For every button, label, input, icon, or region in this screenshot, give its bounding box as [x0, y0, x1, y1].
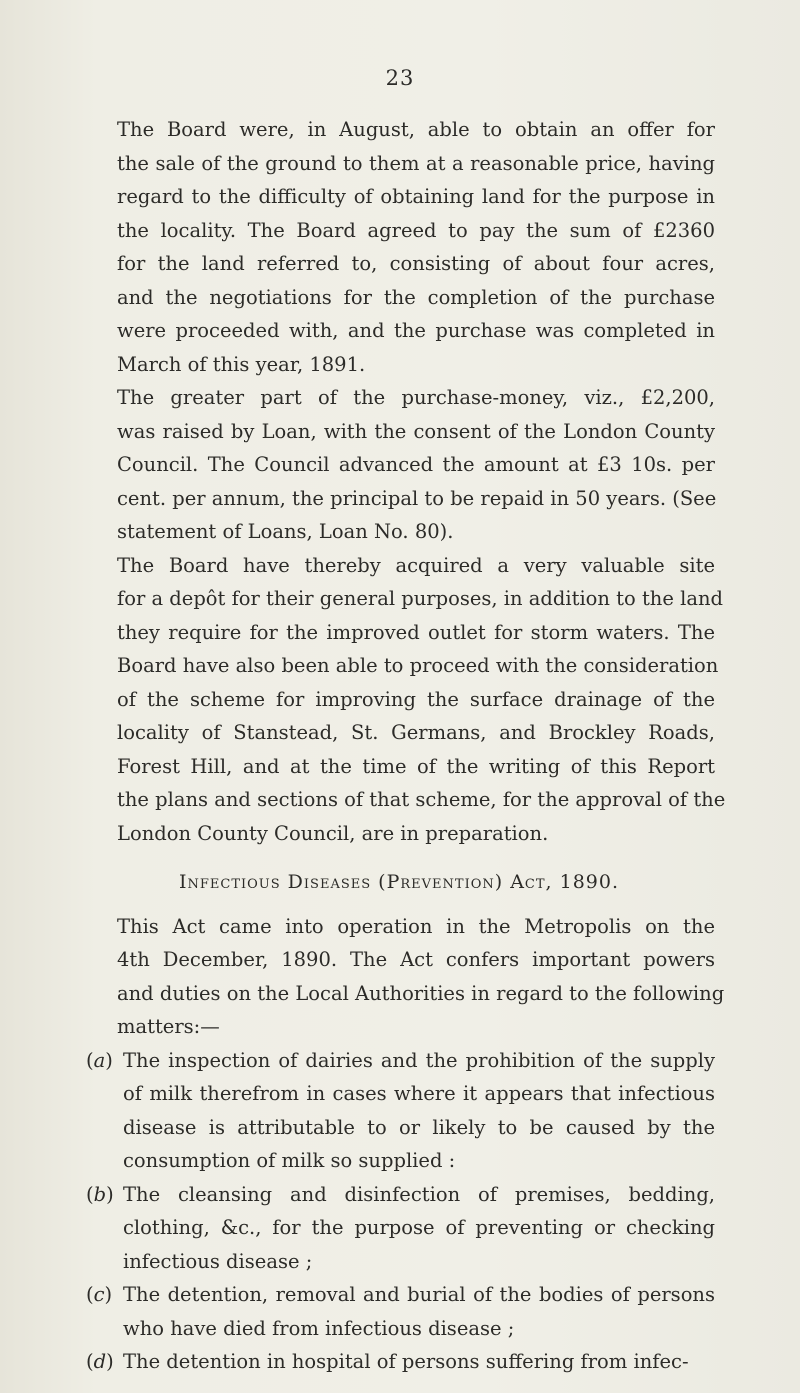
text-line: the plans and sections of that scheme, for the approval of the	[117, 788, 726, 811]
text-line: who have died from infectious disease ;	[123, 1316, 515, 1340]
list-item	[86, 1278, 715, 1345]
text-line: were proceeded with, and the purchase was completed in	[117, 319, 715, 342]
text-line: the locality. The Board agreed to pay the sum of £2360	[117, 218, 715, 242]
text-line: they require for the improved outlet for storm waters. The	[117, 620, 715, 644]
text-line: and the negotiations for the completion of the purchase	[117, 285, 715, 309]
section-heading: Infectious Diseases (Prevention) Act, 1890.	[178, 871, 620, 893]
text-line: for the land referred to, consisting of about four acres,	[117, 252, 715, 275]
page-number: 23	[385, 66, 415, 90]
text-line: was raised by Loan, with the consent of the London County	[117, 419, 715, 443]
list-marker-letter: a	[93, 1048, 106, 1072]
text-line: of milk therefrom in cases where it appears that infectious	[123, 1082, 715, 1105]
text-line: 4th December, 1890. The Act confers important powers	[117, 948, 715, 971]
matters-list	[83, 1044, 715, 1379]
list-marker: (b)	[86, 1182, 114, 1206]
body-text	[83, 113, 726, 1379]
text-line: London County Council, are in preparation.	[117, 821, 549, 845]
text-line: matters:—	[117, 1015, 220, 1038]
text-line: Council. The Council advanced the amount at £3 10s. per	[117, 453, 715, 476]
text-line: cent. per annum, the principal to be repaid in 50 years. (See	[117, 486, 717, 510]
text-line: The inspection of dairies and the prohibition of the supply	[123, 1048, 715, 1072]
text-line: The cleansing and disinfection of premises, bedding,	[123, 1182, 715, 1206]
text-line: for a depôt for their general purposes, in addition to the land	[117, 587, 723, 610]
list-marker-letter: d	[93, 1350, 107, 1373]
list-item	[86, 1178, 715, 1279]
text-line: This Act came into operation in the Metropolis on the	[117, 914, 715, 938]
list-marker-letter: c	[93, 1283, 105, 1306]
text-line: The greater part of the purchase-money, viz., £2,200,	[117, 386, 715, 409]
text-line: The detention, removal and burial of the bodies of persons	[123, 1283, 715, 1306]
list-marker: (a)	[86, 1048, 113, 1072]
text-line: Board have also been able to proceed with the consideration	[117, 654, 719, 677]
text-line: of the scheme for improving the surface drainage of the	[117, 687, 715, 711]
paragraph-land-purchase	[83, 113, 715, 381]
text-line: The Board were, in August, able to obtain an offer for	[117, 118, 715, 141]
text-line: consumption of milk so supplied :	[123, 1149, 456, 1172]
paragraph-loan	[83, 381, 715, 549]
list-item	[86, 1044, 715, 1178]
text-line: The detention in hospital of persons suffering from infec-	[123, 1350, 689, 1373]
text-line: clothing, &c., for the purpose of preventing or checking	[123, 1216, 715, 1239]
text-line: March of this year, 1891.	[117, 352, 366, 376]
paragraph-act	[83, 910, 725, 1044]
list-item	[86, 1345, 715, 1379]
list-marker-letter: b	[93, 1182, 107, 1206]
text-line: infectious disease ;	[123, 1249, 313, 1273]
text-line: locality of Stanstead, St. Germans, and Brockley Roads,	[117, 721, 715, 744]
text-line: the sale of the ground to them at a reasonable price, having	[117, 151, 715, 175]
list-marker: (d)	[86, 1350, 114, 1373]
paragraph-depot-site	[83, 549, 726, 851]
text-line: and duties on the Local Authorities in regard to the following	[117, 981, 725, 1005]
list-marker: (c)	[86, 1283, 113, 1306]
text-line: statement of Loans, Loan No. 80).	[117, 520, 454, 543]
text-line: disease is attributable to or likely to be caused by the	[123, 1115, 715, 1139]
text-line: Forest Hill, and at the time of the writing of this Report	[117, 754, 715, 778]
text-line: The Board have thereby acquired a very valuable site	[117, 553, 715, 577]
text-line: regard to the difficulty of obtaining land for the purpose in	[117, 185, 715, 208]
